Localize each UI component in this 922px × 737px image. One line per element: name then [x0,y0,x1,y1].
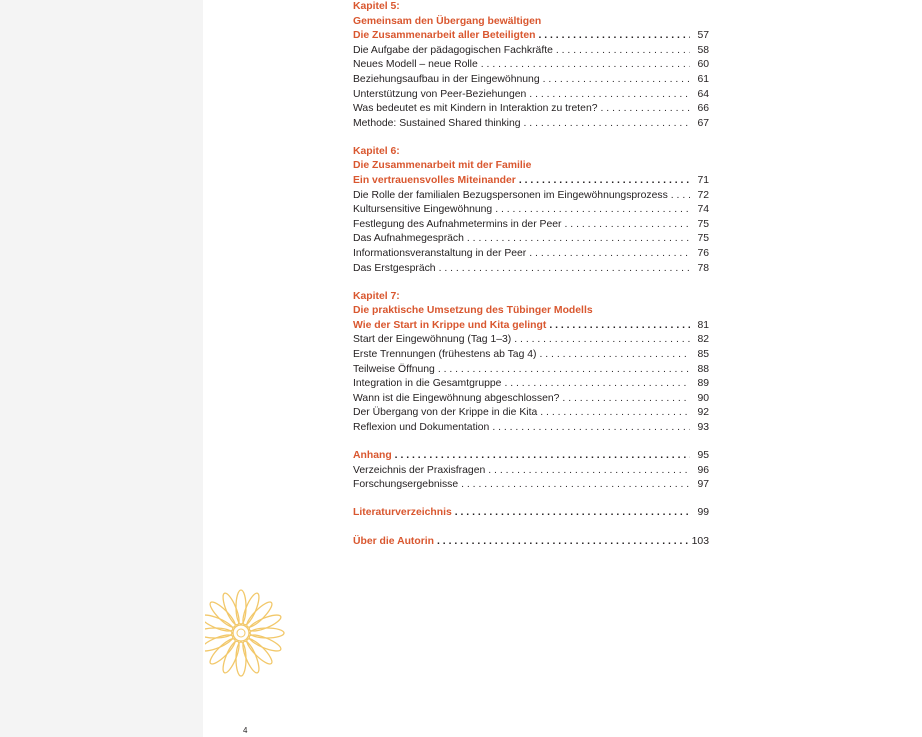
entry-title: Die Rolle der familialen Bezugspersonen im Eingewöhnungsprozess [353,189,668,201]
entry-title: Das Erstgespräch [353,262,436,274]
toc-entry [353,203,709,218]
chapter-label: Kapitel 7: [353,290,400,302]
entry-title: Ein vertrauensvolles Miteinander [353,175,516,187]
chapter-label: Kapitel 6: [353,145,400,157]
entry-page: 97 [697,479,709,491]
entry-title: Start der Eingewöhnung (Tag 1–3) [353,334,512,346]
toc-entry [353,262,709,277]
entry-page: 61 [697,73,709,85]
entry-page: 88 [697,363,709,375]
toc-entry [353,117,709,132]
entry-title: Beziehungsaufbau in der Eingewöhnung [353,73,540,85]
entry-title: Festlegung des Aufnahmetermins in der Peer [353,218,562,230]
entry-page: 103 [691,535,709,547]
literatur-section [353,506,709,521]
entry-page: 67 [697,117,709,129]
toc-entry [353,392,709,407]
toc-entry [353,421,709,436]
entry-title: Methode: Sustained Shared thinking [353,117,521,129]
page-number: 4 [243,726,248,735]
entry-page: 75 [697,218,709,230]
toc-entry [353,406,709,421]
toc-lead-entry [353,174,709,189]
entry-title: Erste Trennungen (frühestens ab Tag 4) [353,349,537,361]
entry-title: Informationsveranstaltung in der Peer [353,248,527,259]
entry-page: 92 [697,407,709,419]
toc-entry [353,333,709,348]
entry-page: 76 [697,248,709,259]
flower-icon [205,585,291,685]
toc-entry [353,58,709,73]
chapter-label: Kapitel 5: [353,1,400,12]
anhang-section [353,449,709,493]
entry-page: 96 [697,464,709,476]
toc-lead-entry [353,29,709,44]
entry-title: Die Zusammenarbeit aller Beteiligten [353,30,536,42]
entry-page: 95 [697,450,709,462]
entry-title: Anhang [353,450,392,462]
toc-entry [353,102,709,117]
toc-entry [353,218,709,233]
entry-page: 58 [697,44,709,56]
entry-page: 72 [697,189,709,201]
entry-page: 66 [697,103,709,115]
toc-entry [353,189,709,204]
toc-entry [353,232,709,247]
entry-title: Was bedeutet es mit Kindern in Interaktion zu treten? [353,103,598,115]
entry-title: Über die Autorin [353,535,435,547]
entry-title: Kultursensitive Eingewöhnung [353,204,493,216]
entry-page: 64 [697,88,709,100]
entry-page: 60 [697,59,709,71]
entry-page: 74 [697,204,709,216]
entry-page: 71 [697,175,709,187]
toc-entry [353,363,709,378]
entry-page: 89 [697,378,709,390]
toc-entry [353,73,709,88]
entry-page: 85 [697,349,709,361]
entry-title: Literaturverzeichnis [353,507,452,519]
entry-page: 81 [697,319,709,331]
entry-title: Integration in die Gesamtgruppe [353,378,502,390]
entry-title: Unterstützung von Peer-Beziehungen [353,88,527,100]
entry-page: 90 [697,392,709,404]
flower-petal [236,642,246,676]
toc-entry [353,348,709,363]
entry-title: Forschungsergebnisse [353,479,459,491]
entry-page: 82 [697,334,709,346]
entry-page: 75 [697,233,709,245]
toc-lead-entry [353,319,709,334]
entry-page: 57 [697,30,709,42]
entry-page: 93 [697,422,709,434]
toc-entry [353,88,709,103]
entry-page: 99 [697,507,709,519]
chapter-title: Die Zusammenarbeit mit der Familie [353,160,532,172]
toc-entry [353,44,709,59]
toc-entry [353,464,709,479]
entry-title: Die Aufgabe der pädagogischen Fachkräfte [353,44,553,56]
entry-title: Reflexion und Dokumentation [353,422,490,434]
chapter-title: Die praktische Umsetzung des Tübinger Modells [353,305,593,317]
autorin-section [353,535,709,550]
entry-title: Das Aufnahmegespräch [353,233,464,245]
entry-title: Neues Modell – neue Rolle [353,59,478,71]
toc-lead-entry [353,535,709,550]
entry-title: Wann ist die Eingewöhnung abgeschlossen? [353,392,560,404]
toc-entry [353,377,709,392]
entry-title: Wie der Start in Krippe und Kita gelingt [353,319,547,331]
flower-petal [250,628,284,638]
chapter-7 [353,290,709,436]
flower-petal [236,590,246,624]
entry-title: Teilweise Öffnung [353,363,435,375]
chapter-6 [353,145,709,276]
table-of-contents [353,0,709,563]
toc-lead-entry [353,506,709,521]
entry-title: Verzeichnis der Praxisfragen [353,464,486,476]
entry-page: 78 [697,262,709,274]
toc-entry [353,478,709,493]
toc-entry [353,247,709,262]
toc-lead-entry [353,449,709,464]
chapter-5 [353,0,709,131]
chapter-title: Gemeinsam den Übergang bewältigen [353,15,542,27]
entry-title: Der Übergang von der Krippe in die Kita [353,407,538,419]
